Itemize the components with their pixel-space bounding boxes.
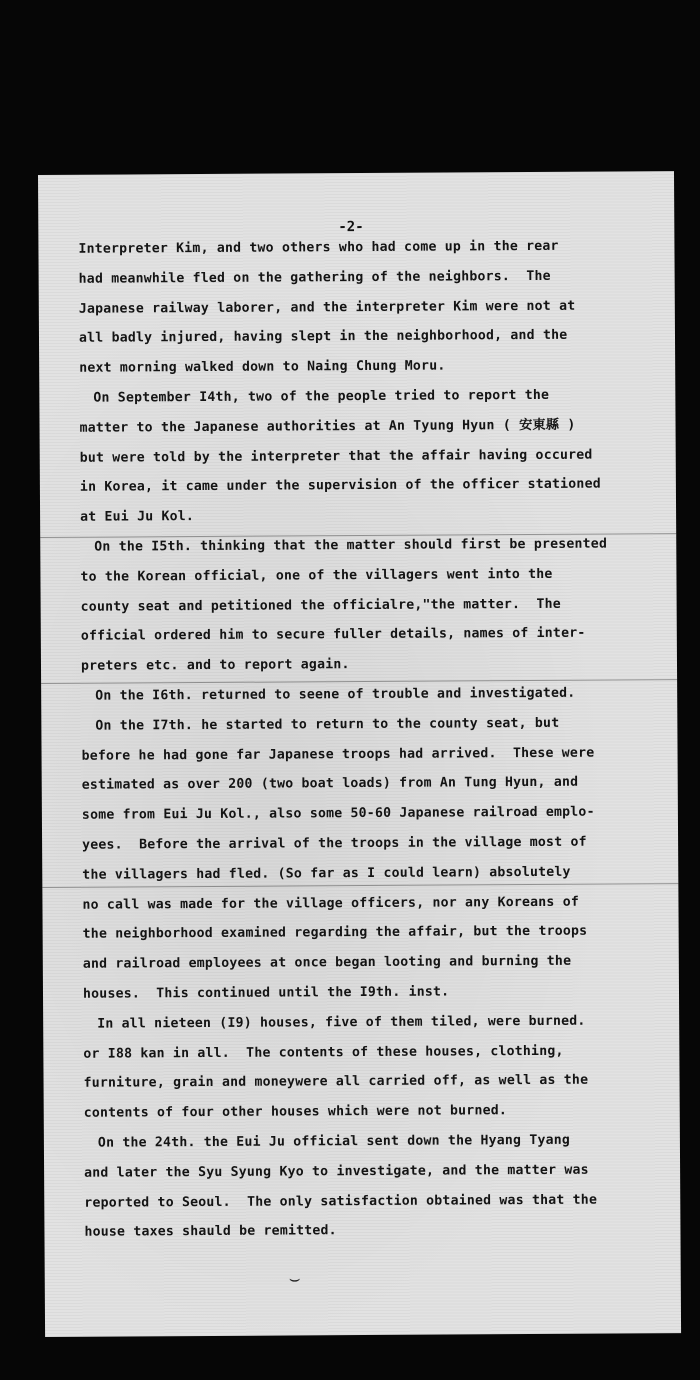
text-line: to the Korean official, one of the villagers went into the — [80, 566, 553, 585]
text-line: matter to the Japanese authorities at An Tyung Hyun ( 安東縣 ) — [79, 417, 576, 436]
text-line: On the I6th. returned to seene of trouble and investigated. — [95, 685, 576, 704]
text-line: all badly injured, having slept in the neighborhood, and the — [78, 328, 568, 347]
text-line: the villagers had fled. (So far as I could learn) absolutely — [82, 864, 571, 883]
text-line: official ordered him to secure fuller details, names of inter- — [80, 626, 586, 645]
stray-pen-mark: ⌣ — [288, 1268, 301, 1290]
text-line: but were told by the interpreter that the affair having occured — [79, 447, 593, 466]
text-line: houses. This continued until the I9th. inst. — [82, 984, 450, 1002]
text-line: some from Eui Ju Kol., also some 50-60 Japanese railroad emplo- — [81, 804, 595, 823]
typewritten-page — [38, 171, 681, 1337]
text-line: preters etc. and to report again. — [80, 657, 350, 674]
text-line: Japanese railway laborer, and the interpreter Kim were not at — [78, 298, 576, 317]
text-line: In all nieteen (I9) houses, five of them tiled, were burned. — [97, 1013, 586, 1032]
text-line: next morning walked down to Naing Chung Moru. — [79, 358, 446, 376]
page-number: -2- — [338, 219, 364, 236]
text-line: On September I4th, two of the people tried to report the — [93, 387, 550, 406]
text-line: yees. Before the arrival of the troops in the village most of — [82, 834, 587, 853]
text-line: county seat and petitioned the officialre,"the matter. The — [80, 596, 561, 615]
text-line: had meanwhile fled on the gathering of the neighbors. The — [78, 268, 551, 287]
text-line: the neighborhood examined regarding the affair, but the troops — [82, 923, 588, 943]
text-line: contents of four other houses which were not burned. — [83, 1103, 508, 1121]
text-line: house taxes shauld be remitted. — [84, 1223, 337, 1241]
text-line: reported to Seoul. The only satisfaction obtained was that the — [84, 1192, 598, 1211]
text-line: Interpreter Kim, and two others who had come up in the rear — [78, 238, 559, 257]
text-line: at Eui Ju Kol. — [80, 509, 195, 525]
text-line: furniture, grain and moneywere all carried off, as well as the — [83, 1072, 589, 1092]
text-line: estimated as over 200 (two boat loads) from An Tung Hyun, and — [81, 775, 579, 794]
text-line: On the I5th. thinking that the matter should first be presented — [94, 536, 608, 555]
text-line: before he had gone far Japanese troops had arrived. These were — [81, 745, 595, 764]
text-line: On the I7th. he started to return to the county seat, but — [95, 715, 560, 734]
text-line: On the 24th. the Eui Ju official sent down the Hyang Tyang — [97, 1132, 571, 1151]
text-line: in Korea, it came under the supervision of the officer stationed — [79, 476, 601, 496]
text-line: or I88 kan in all. The contents of these houses, clothing, — [83, 1043, 564, 1062]
text-line: and railroad employees at once began looting and burning the — [82, 953, 572, 972]
text-line: no call was made for the village officers, nor any Koreans of — [82, 894, 580, 913]
text-line: and later the Syu Syung Kyo to investigate, and the matter was — [84, 1162, 589, 1181]
body-text — [78, 231, 674, 1248]
